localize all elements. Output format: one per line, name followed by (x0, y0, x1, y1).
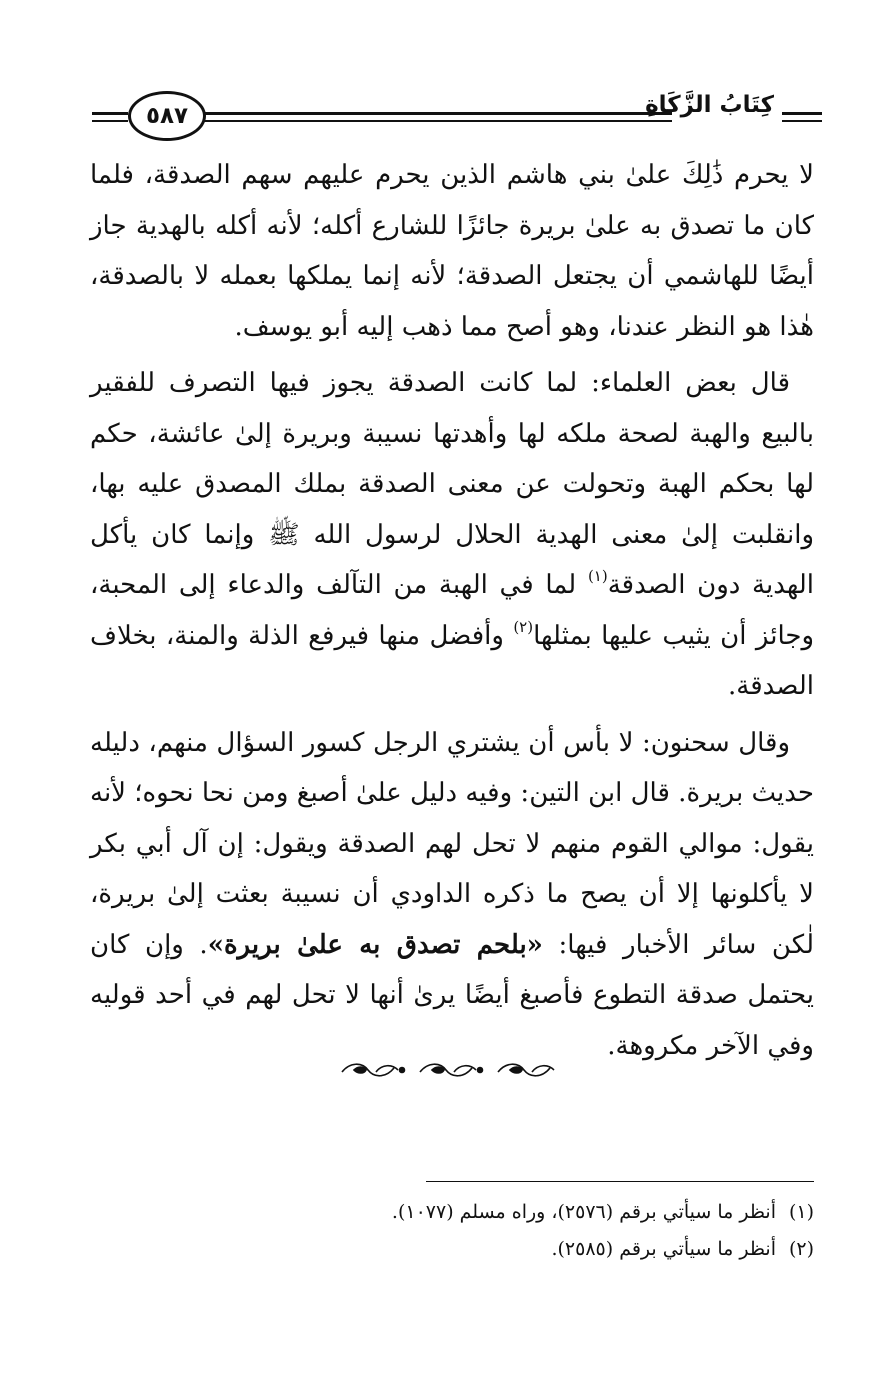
page-number: ٥٨٧ (128, 91, 206, 141)
footnote-1 (280, 1194, 814, 1231)
header-rule (202, 112, 672, 122)
paragraph-3-part-a: وقال سحنون: لا بأس أن يشتري الرجل كسور السؤال منهم، دليله حديث بريرة. قال ابن التين: وفيه دليل علىٰ أصبغ ومن نحا نحوه؛ لأنه يقول: موالي القوم منهم لا تحل لهم الصدقة ويقول: إن آل أبي بكر لا يأكلونها إلا أن يصح ما ذكره الداودي أن نسيبة بعثت إلىٰ بريرة، لٰكن سائر الأخبار فيها: (90, 727, 814, 960)
paragraph-2-part-c: وأفضل منها فيرفع الذلة والمنة، بخلاف الصدقة. (90, 620, 814, 701)
paragraph-2 (90, 358, 814, 712)
ornament-unit-3 (498, 1064, 554, 1076)
ornament-divider (336, 1058, 566, 1082)
ornament-unit-1 (342, 1064, 405, 1076)
paragraph-3 (90, 718, 814, 1072)
footnote-number: (١) (788, 1201, 814, 1223)
ornament-unit-2 (420, 1064, 483, 1076)
footnote-text: أنظر ما سيأتي برقم (٢٥٨٥). (551, 1238, 776, 1260)
footnote-ref-2: (٢) (513, 617, 534, 636)
page-header (92, 88, 822, 150)
hadith-quote: «بلحم تصدق به علىٰ بريرة» (207, 929, 543, 960)
paragraph-2-part-a: قال بعض العلماء: لما كانت الصدقة يجوز فيها التصرف للفقير بالبيع والهبة لصحة ملكه لها وأهدتها نسيبة وبريرة إلىٰ عائشة، حكم لها بحكم الهبة وتحولت عن معنى الصدقة بملك المصدق عليه بها، وانقلبت إلىٰ معنى الهدية الحلال لرسول الله ﷺ وإنما كان يأكل الهدية دون الصدقة (90, 368, 815, 600)
footnote-separator (426, 1181, 814, 1182)
footnote-ref-1: (١) (587, 567, 608, 586)
footnote-number: (٢) (788, 1238, 814, 1260)
paragraph-2-part-b: لما في الهبة من التآلف والدعاء إلى المحبة، وجائز أن يثيب عليها بمثلها (90, 570, 814, 651)
paragraph-3-part-b: . وإن كان يحتمل صدقة التطوع فأصبغ أيضًا يرىٰ أنها لا تحل لهم في أحد قوليه وفي الآخر مكروهة. (90, 929, 814, 1061)
paragraph-1: لا يحرم ذَٰلِكَ علىٰ بني هاشم الذين يحرم عليهم سهم الصدقة، فلما كان ما تصدق به علىٰ بريرة جائزًا للشارع أكله؛ لأنه أكله بالهدية جاز أيضًا للهاشمي أن يجتعل الصدقة؛ لأنه إنما يملكها بعمله لا بالصدقة، هٰذا هو النظر عندنا، وهو أصح مما ذهب إليه أبو يوسف. (90, 160, 814, 342)
running-title: كِتَابُ الزَّكَاةِ (645, 92, 774, 118)
footnote-text: أنظر ما سيأتي برقم (٢٥٧٦)، وراه مسلم (١٠٧٧). (391, 1201, 776, 1223)
footnotes (280, 1194, 814, 1268)
header-rule-left (92, 112, 128, 122)
footnote-2 (280, 1231, 814, 1268)
main-text (90, 150, 814, 1077)
header-rule-right (782, 112, 822, 122)
